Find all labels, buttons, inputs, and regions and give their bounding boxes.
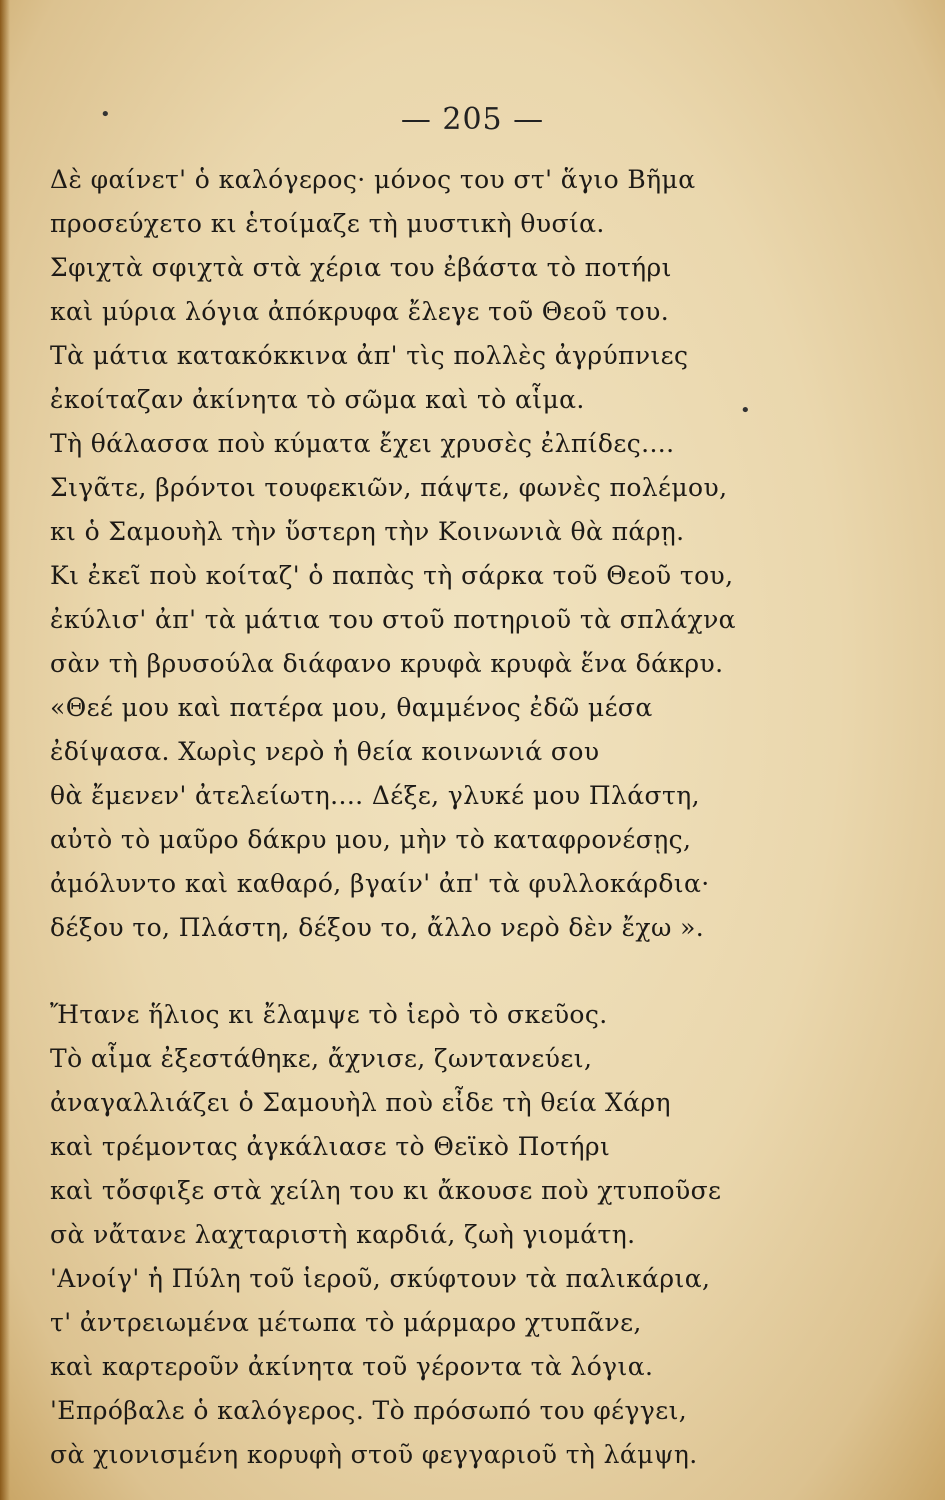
text-line: 'Ανοίγ' ἡ Πύλη τοῦ ἱεροῦ, σκύφτουν τὰ παλικάρια,: [50, 1264, 711, 1293]
text-line: Σφιχτὰ σφιχτὰ στὰ χέρια του ἐβάστα τὸ ποτήρι: [50, 253, 672, 282]
text-line: Τὴ θάλασσα ποὺ κύματα ἔχει χρυσὲς ἐλπίδες....: [50, 429, 675, 458]
text-line: καὶ καρτεροῦν ἀκίνητα τοῦ γέροντα τὰ λόγια.: [50, 1352, 654, 1381]
text-line: προσεύχετο κι ἑτοίμαζε τὴ μυστικὴ θυσία.: [50, 209, 605, 238]
text-line: καὶ μύρια λόγια ἀπόκρυφα ἔλεγε τοῦ Θεοῦ του.: [50, 297, 670, 326]
text-line: καὶ τρέμοντας ἀγκάλιασε τὸ Θεϊκὸ Ποτήρι: [50, 1132, 611, 1161]
text-line: κι ὁ Σαμουὴλ τὴν ὕστερη τὴν Κοινωνιὰ θὰ πάρῃ.: [50, 517, 685, 546]
text-line: σὰν τὴ βρυσούλα διάφανο κρυφὰ κρυφὰ ἕνα δάκρυ.: [50, 649, 724, 678]
text-line: ἀμόλυντο καὶ καθαρό, βγαίν' ἀπ' τὰ φυλλοκάρδια·: [50, 869, 710, 898]
text-line: Δὲ φαίνετ' ὁ καλόγερος· μόνος του στ' ἅγιο Βῆμα: [50, 165, 696, 194]
text-line: ἐκοίταζαν ἀκίνητα τὸ σῶμα καὶ τὸ αἷμα.: [50, 385, 585, 414]
text-line: σὰ νἄτανε λαχταριστὴ καρδιά, ζωὴ γιομάτη.: [50, 1220, 636, 1249]
text-line: ἐκύλισ' ἀπ' τὰ μάτια του στοῦ ποτηριοῦ τὰ σπλάχνα: [50, 605, 736, 634]
text-line: Κι ἐκεῖ ποὺ κοίταζ' ὁ παπὰς τὴ σάρκα τοῦ Θεοῦ του,: [50, 561, 734, 590]
text-line: θὰ ἔμενεν' ἀτελείωτη.... Δέξε, γλυκέ μου Πλάστη,: [50, 781, 700, 810]
text-line: «Θεέ μου καὶ πατέρα μου, θαμμένος ἐδῶ μέσα: [50, 693, 653, 722]
text-line: σὰ χιονισμένη κορυφὴ στοῦ φεγγαριοῦ τὴ λάμψη.: [50, 1440, 698, 1469]
text-line: τ' ἀντρειωμένα μέτωπα τὸ μάρμαρο χτυπᾶνε,: [50, 1308, 642, 1337]
text-line: καὶ τὄσφιξε στὰ χείλη του κι ἄκουσε ποὺ χτυποῦσε: [50, 1176, 722, 1205]
text-line: Ἤτανε ἥλιος κι ἔλαμψε τὸ ἱερὸ τὸ σκεῦος.: [50, 1000, 608, 1029]
text-line: αὐτὸ τὸ μαῦρο δάκρυ μου, μὴν τὸ καταφρονέσῃς,: [50, 825, 692, 854]
text-line: ἐδίψασα. Χωρὶς νερὸ ἡ θεία κοινωνιά σου: [50, 737, 600, 766]
text-line: Σιγᾶτε, βρόντοι τουφεκιῶν, πάψτε, φωνὲς πολέμου,: [50, 473, 728, 502]
text-line: δέξου το, Πλάστη, δέξου το, ἄλλο νερὸ δὲν ἔχω ».: [50, 913, 705, 942]
text-line: Τὰ μάτια κατακόκκινα ἀπ' τὶς πολλὲς ἀγρύπνιες: [50, 341, 689, 370]
page-edge-shadow: [0, 0, 10, 1500]
text-line: ἀναγαλλιάζει ὁ Σαμουὴλ ποὺ εἶδε τὴ θεία Χάρη: [50, 1088, 671, 1117]
ink-dot: •: [740, 400, 751, 421]
ink-dot: •: [100, 104, 111, 125]
page-number: — 205 —: [400, 102, 545, 137]
text-line: 'Επρόβαλε ὁ καλόγερος. Τὸ πρόσωπό του φέγγει,: [50, 1396, 688, 1425]
text-line: Τὸ αἷμα ἐξεστάθηκε, ἄχνισε, ζωντανεύει,: [50, 1044, 593, 1073]
